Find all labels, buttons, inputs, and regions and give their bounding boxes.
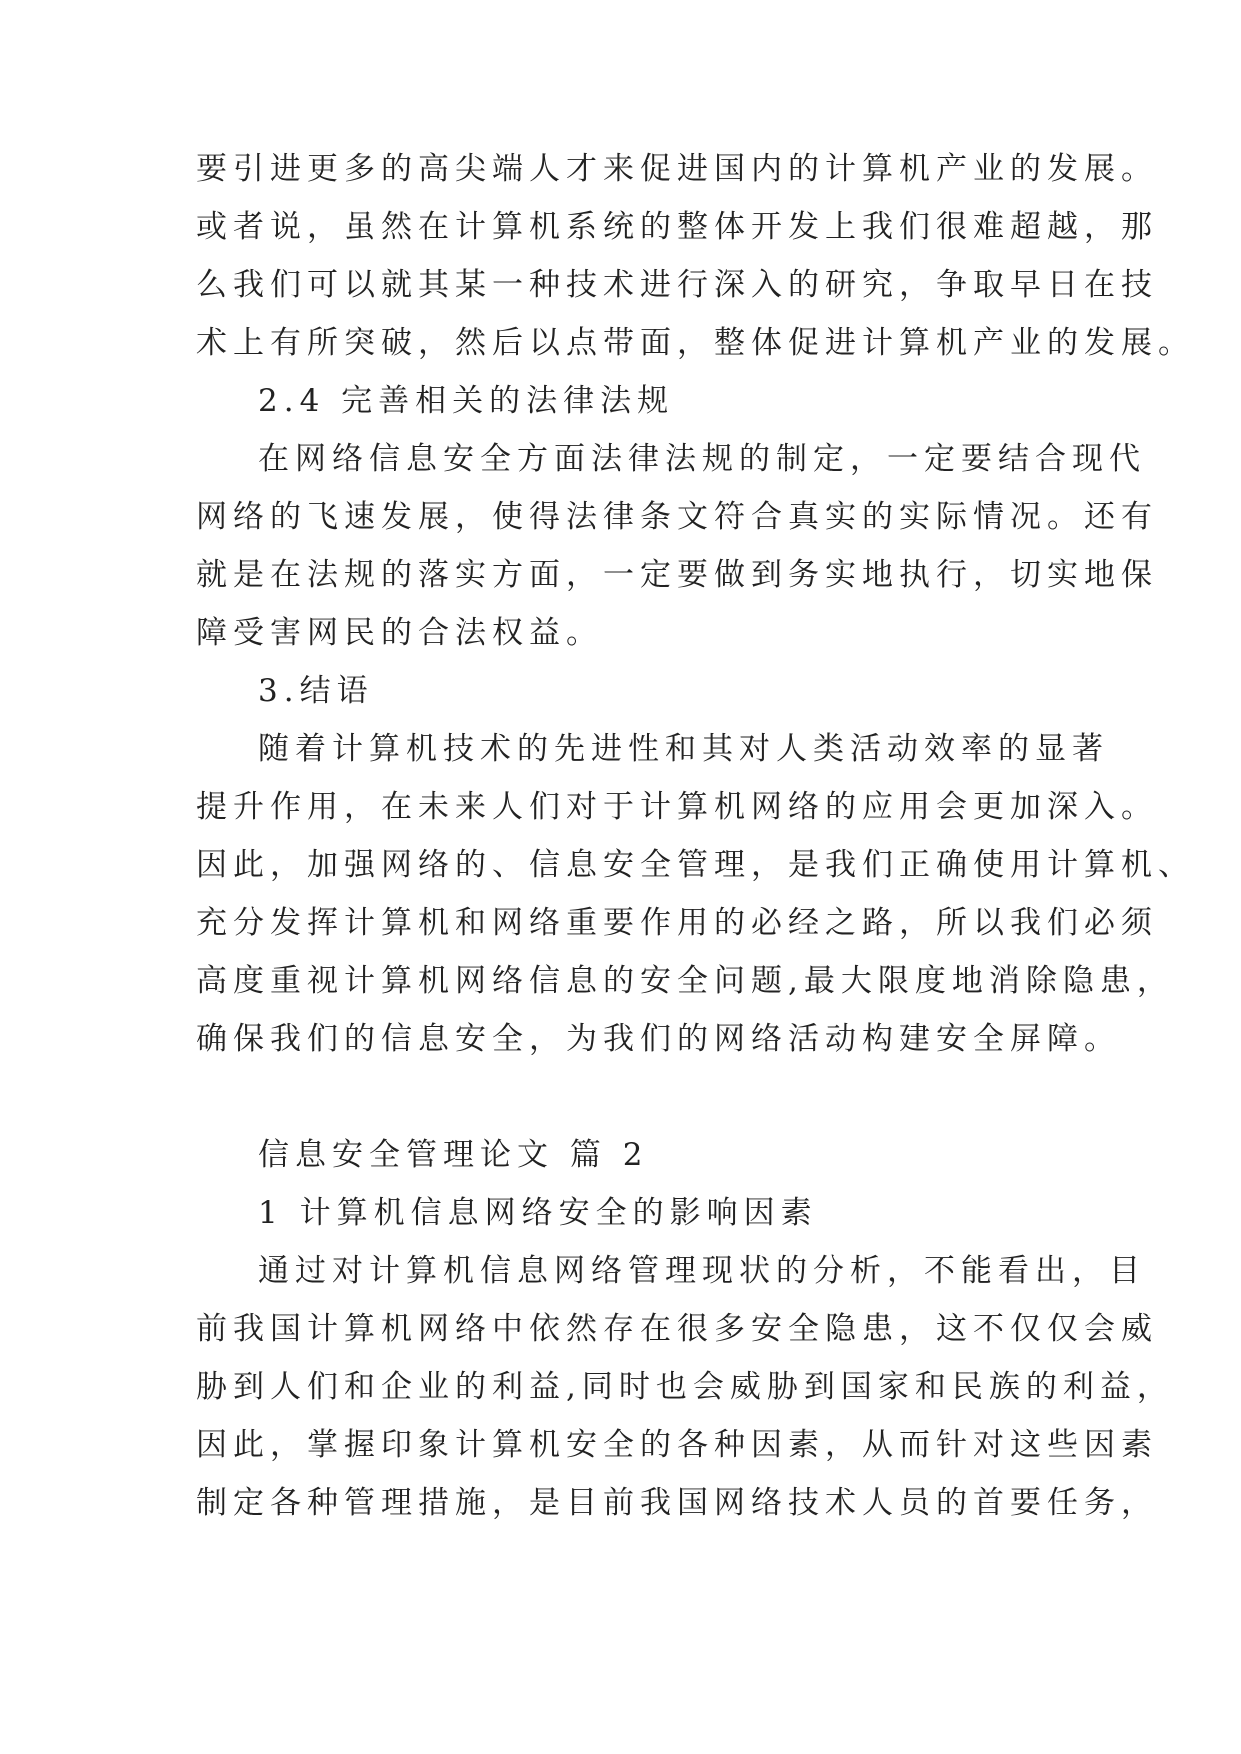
text-line: 高度重视计算机网络信息的安全问题,最大限度地消除隐患，	[196, 963, 1174, 999]
text-line: 前我国计算机网络中依然存在很多安全隐患，这不仅仅会威	[196, 1311, 1158, 1347]
paragraph-start: 在网络信息安全方面法律法规的制定，一定要结合现代	[258, 441, 1146, 477]
section-heading: 2.4 完善相关的法律法规	[258, 383, 675, 419]
text-line: 因此，加强网络的、信息安全管理，是我们正确使用计算机、	[196, 847, 1195, 883]
text-line: 就是在法规的落实方面，一定要做到务实地执行，切实地保	[196, 557, 1158, 593]
paragraph-start: 随着计算机技术的先进性和其对人类活动效率的显著	[258, 731, 1109, 767]
text-line: 确保我们的信息安全，为我们的网络活动构建安全屏障。	[196, 1021, 1121, 1057]
section-heading: 1 计算机信息网络安全的影响因素	[258, 1195, 818, 1231]
text-line: 么我们可以就其某一种技术进行深入的研究，争取早日在技	[196, 267, 1158, 303]
text-line: 提升作用，在未来人们对于计算机网络的应用会更加深入。	[196, 789, 1158, 825]
text-line: 因此，掌握印象计算机安全的各种因素，从而针对这些因素	[196, 1427, 1158, 1463]
text-line: 胁到人们和企业的利益,同时也会威胁到国家和民族的利益，	[196, 1369, 1174, 1405]
article-title: 信息安全管理论文 篇 2	[258, 1137, 649, 1173]
text-line: 制定各种管理措施，是目前我国网络技术人员的首要任务，	[196, 1485, 1158, 1521]
text-line: 要引进更多的高尖端人才来促进国内的计算机产业的发展。	[196, 151, 1158, 187]
section-heading: 3.结语	[258, 673, 374, 709]
text-line: 网络的飞速发展，使得法律条文符合真实的实际情况。还有	[196, 499, 1158, 535]
paragraph-start: 通过对计算机信息网络管理现状的分析，不能看出，目	[258, 1253, 1146, 1289]
text-line: 障受害网民的合法权益。	[196, 615, 603, 651]
text-line: 充分发挥计算机和网络重要作用的必经之路，所以我们必须	[196, 905, 1158, 941]
text-line: 或者说，虽然在计算机系统的整体开发上我们很难超越，那	[196, 209, 1158, 245]
text-line: 术上有所突破，然后以点带面，整体促进计算机产业的发展。	[196, 325, 1195, 361]
